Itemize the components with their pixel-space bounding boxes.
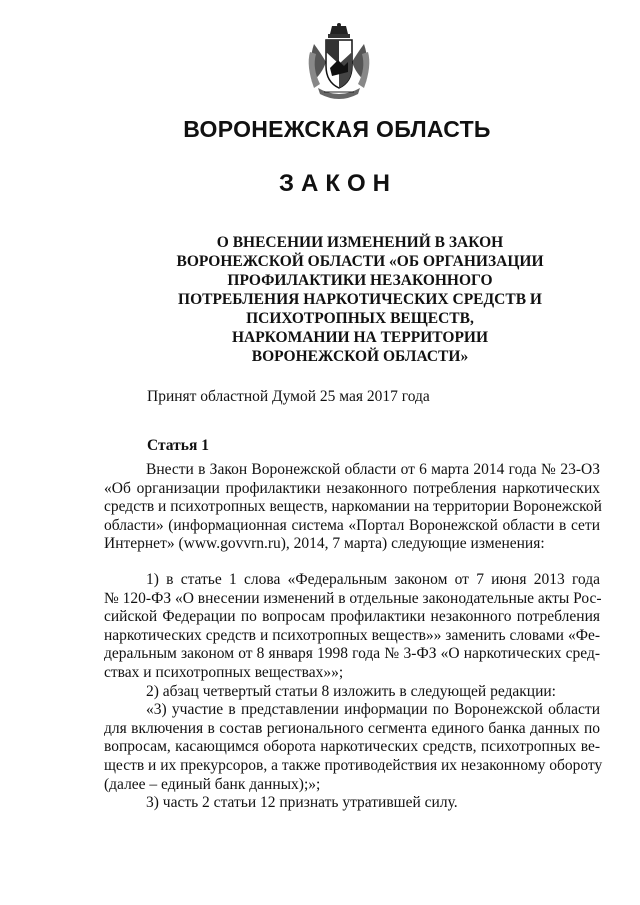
title-line: ПОТРЕБЛЕНИЯ НАРКОТИЧЕСКИХ СРЕДСТВ И <box>178 291 542 308</box>
title-line: ПРОФИЛАКТИКИ НЕЗАКОННОГО <box>227 272 493 289</box>
text-line: № 120-ФЗ «О внесении изменений в отдельные законодательные акты Рос- <box>104 589 602 607</box>
text-line: Внести в Закон Воронежской области от 6 марта 2014 года № 23-ОЗ <box>146 461 600 478</box>
title-line: О ВНЕСЕНИИ ИЗМЕНЕНИЙ В ЗАКОН <box>216 234 504 251</box>
text-line: средств и психотропных веществ, наркомании на территории Воронежской <box>104 498 602 516</box>
text-line: ществ и их прекурсоров, а также противодействия их незаконному обороту <box>104 756 603 774</box>
text-line: 3) часть 2 статьи 12 признать утратившей силу. <box>146 794 458 812</box>
law-title <box>160 233 560 366</box>
document-type: ЗАКОН <box>278 170 397 197</box>
article-heading: Статья 1 <box>147 437 209 454</box>
text-line: области» (информационная система «Портал Воронежской области в сети <box>104 516 600 534</box>
text-line: наркотических средств и психотропных веществ»» заменить словами «Фе- <box>104 626 600 644</box>
text-line: для включения в состав регионального сегмента единого банка данных по <box>104 719 600 737</box>
title-line: ВОРОНЕЖСКОЙ ОБЛАСТИ» <box>251 348 469 365</box>
article-changes <box>104 571 603 813</box>
text-line: «3) участие в представлении информации по Воронежской области <box>146 701 600 719</box>
text-line: (далее – единый банк данных);»; <box>104 775 321 793</box>
text-line: деральным законом от 8 января 1998 года № 3-ФЗ «О наркотических сред- <box>104 645 600 663</box>
text-line: 1) в статье 1 слова «Федеральным законом от 7 июня 2013 года <box>146 571 600 588</box>
text-line: вопросам, касающимся оборота наркотических средств, психотропных ве- <box>104 738 600 756</box>
text-line: 2) абзац четвертый статьи 8 изложить в следующей редакции: <box>146 682 556 700</box>
text-line: сийской Федерации по вопросам профилактики незаконного потребления <box>104 608 600 626</box>
text-line: Интернет» (www.govvrn.ru), 2014, 7 марта) следующие изменения: <box>104 535 545 553</box>
title-line: НАРКОМАНИИ НА ТЕРРИТОРИИ <box>231 329 489 346</box>
article-intro <box>104 461 600 554</box>
region-name: ВОРОНЕЖСКАЯ ОБЛАСТЬ <box>183 116 491 142</box>
coat-of-arms-icon <box>304 22 374 102</box>
adoption-note: Принят областной Думой 25 мая 2017 года <box>147 388 430 405</box>
title-line: ВОРОНЕЖСКОЙ ОБЛАСТИ «ОБ ОРГАНИЗАЦИИ <box>176 253 544 270</box>
text-line: «Об организации профилактики незаконного потребления наркотических <box>104 479 600 497</box>
title-line: ПСИХОТРОПНЫХ ВЕЩЕСТВ, <box>246 310 474 327</box>
text-line: ствах и психотропных веществах»»; <box>104 663 344 681</box>
